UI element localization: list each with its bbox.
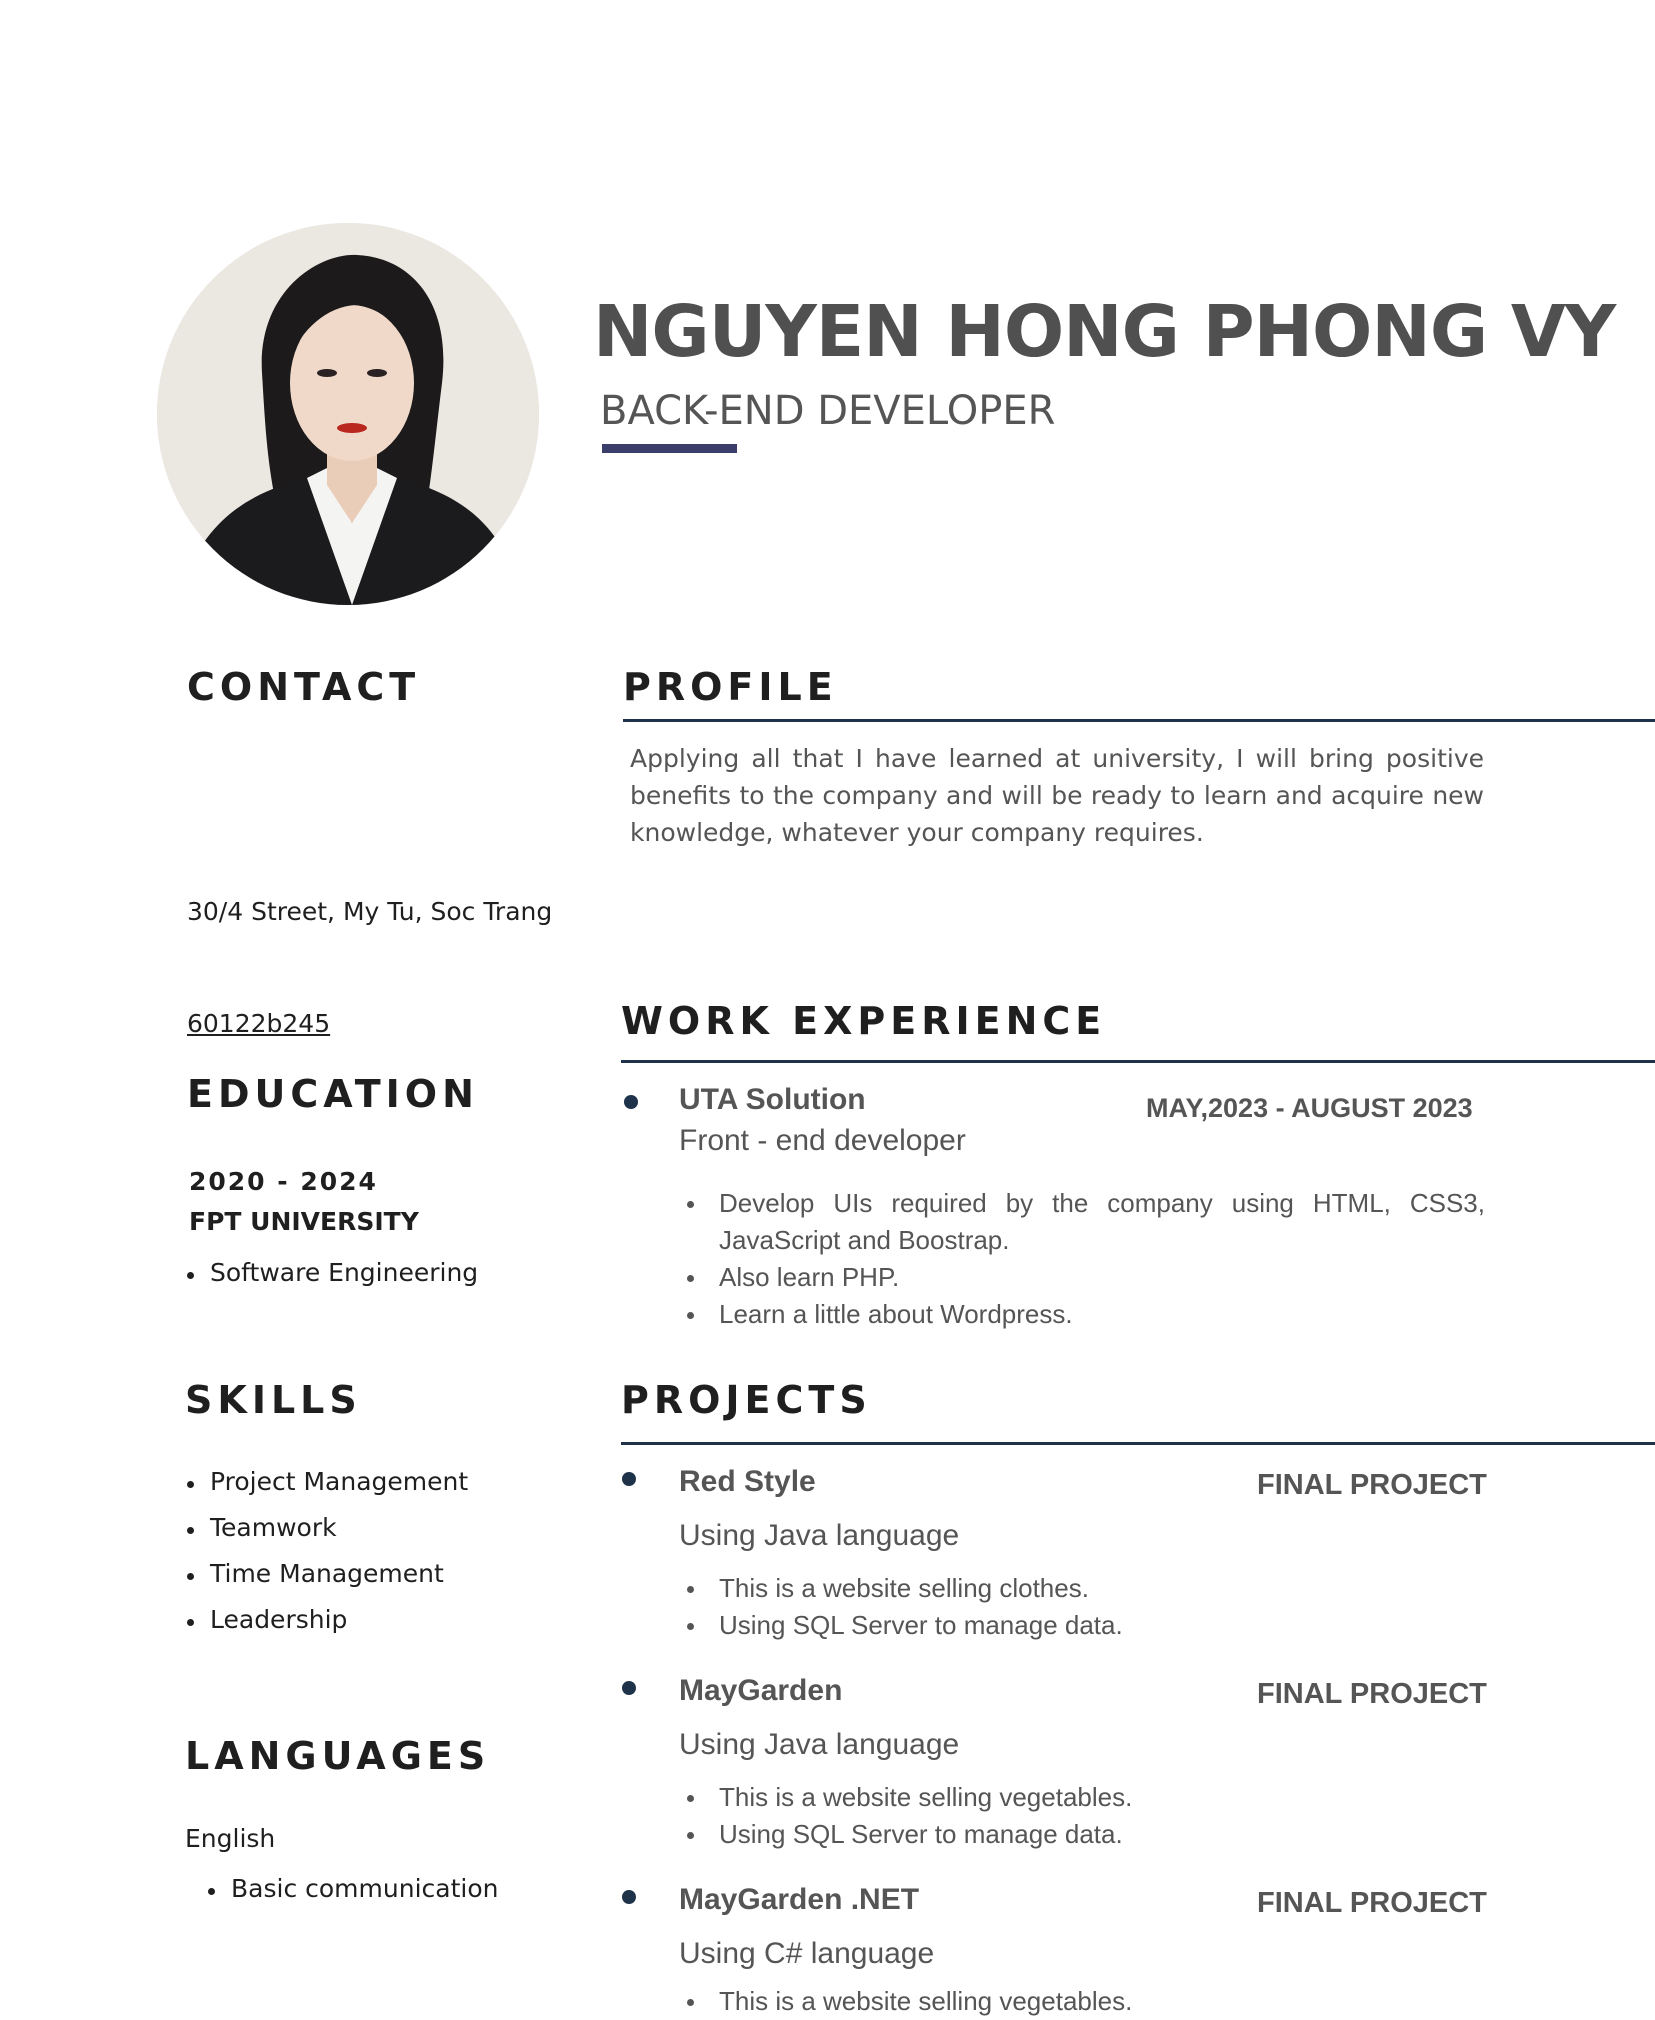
languages-heading: LANGUAGES xyxy=(185,1734,491,1778)
contact-address: 30/4 Street, My Tu, Soc Trang xyxy=(187,897,553,926)
list-item: This is a website selling vegetables. xyxy=(679,1983,1485,2020)
project-subtitle: Using Java language xyxy=(679,1519,960,1552)
profile-heading: PROFILE xyxy=(623,665,838,709)
contact-heading: CONTACT xyxy=(187,665,421,709)
job-role: BACK-END DEVELOPER xyxy=(600,388,1056,434)
skills-list xyxy=(184,1467,468,1634)
candidate-name: NGUYEN HONG PHONG VY xyxy=(593,290,1616,373)
bullet-dot xyxy=(624,1095,638,1109)
bullet-dot xyxy=(622,1890,636,1904)
project-subtitle: Using C# language xyxy=(679,1937,935,1970)
bullet-dot xyxy=(622,1472,636,1486)
language-name: English xyxy=(185,1824,276,1853)
project-details xyxy=(679,1570,1485,1644)
section-rule xyxy=(621,1442,1655,1445)
profile-text: Applying all that I have learned at university, I will bring positive benefits to the company and will be ready to learn and acquire new knowledge, whatever your company requires. xyxy=(630,744,1484,847)
job-dates: MAY,2023 - AUGUST 2023 xyxy=(1146,1093,1473,1123)
list-item: Leadership xyxy=(184,1605,468,1634)
list-item: Software Engineering xyxy=(184,1258,478,1287)
project-details xyxy=(679,1779,1485,1853)
list-item: Learn a little about Wordpress. xyxy=(679,1296,1485,1333)
job-company: UTA Solution xyxy=(679,1083,866,1116)
language-list xyxy=(205,1874,498,1903)
skills-heading: SKILLS xyxy=(185,1378,362,1422)
list-item: Develop UIs required by the company using HTML, CSS3, JavaScript and Boostrap. xyxy=(679,1185,1485,1259)
project-tag: FINAL PROJECT xyxy=(1257,1469,1487,1501)
section-rule xyxy=(621,1060,1655,1063)
list-item: Basic communication xyxy=(205,1874,498,1903)
section-rule xyxy=(623,719,1655,722)
education-school: FPT UNIVERSITY xyxy=(189,1207,419,1236)
project-tag: FINAL PROJECT xyxy=(1257,1678,1487,1710)
project-details xyxy=(679,1983,1485,2020)
portrait-image xyxy=(157,223,539,605)
project-subtitle: Using Java language xyxy=(679,1728,960,1761)
project-tag: FINAL PROJECT xyxy=(1257,1887,1487,1919)
education-heading: EDUCATION xyxy=(187,1072,479,1116)
job-position: Front - end developer xyxy=(679,1124,966,1157)
education-years: 2020 - 2024 xyxy=(189,1167,378,1196)
role-underline xyxy=(602,444,737,453)
project-title: MayGarden xyxy=(679,1674,843,1707)
profile-photo xyxy=(157,223,539,605)
list-item: This is a website selling vegetables. xyxy=(679,1779,1485,1816)
list-item: Teamwork xyxy=(184,1513,468,1542)
work-heading: WORK EXPERIENCE xyxy=(621,999,1107,1043)
bullet-dot xyxy=(622,1681,636,1695)
list-item: Using SQL Server to manage data. xyxy=(679,1816,1485,1853)
list-item: Time Management xyxy=(184,1559,468,1588)
list-item: Project Management xyxy=(184,1467,468,1496)
projects-heading: PROJECTS xyxy=(621,1378,872,1422)
project-title: MayGarden .NET xyxy=(679,1883,920,1916)
education-list xyxy=(184,1258,478,1287)
project-title: Red Style xyxy=(679,1465,816,1498)
list-item: Also learn PHP. xyxy=(679,1259,1485,1296)
list-item: This is a website selling clothes. xyxy=(679,1570,1485,1607)
list-item: Using SQL Server to manage data. xyxy=(679,1607,1485,1644)
job-duties xyxy=(679,1185,1485,1333)
contact-link[interactable]: 60122b245 xyxy=(187,1009,331,1038)
